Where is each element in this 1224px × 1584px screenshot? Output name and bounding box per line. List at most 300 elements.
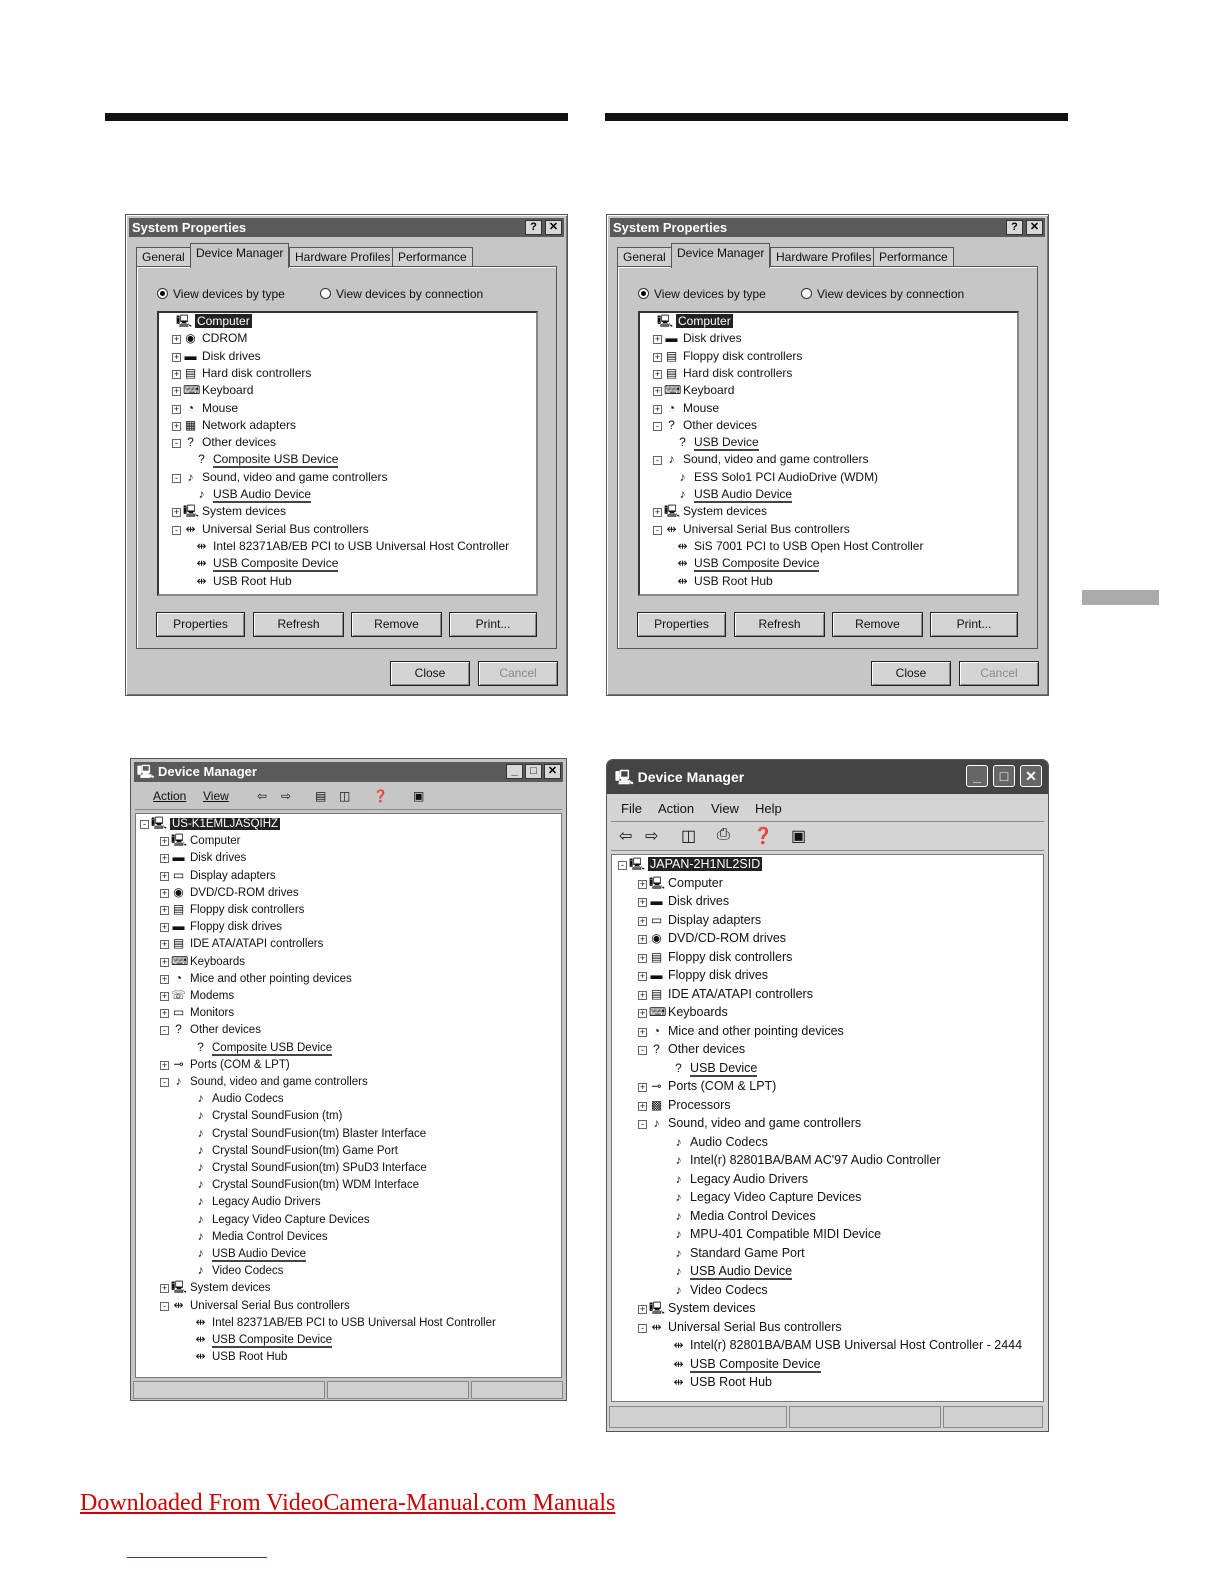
sound-icon: ♪ <box>675 1227 682 1241</box>
print-button[interactable]: Print... <box>930 612 1018 637</box>
tree-row-label: Audio Codecs <box>212 1093 284 1106</box>
details-icon[interactable]: ◫ <box>681 828 697 845</box>
back-icon[interactable]: ⇦ <box>257 789 268 803</box>
tree-row[interactable] <box>176 313 252 330</box>
menu-file[interactable]: File <box>621 801 642 816</box>
tree-row-label: Intel 82371AB/EB PCI to USB Universal Host Controller <box>213 538 510 553</box>
tab-device-manager[interactable]: Device Manager <box>190 243 289 268</box>
expand-icon[interactable]: + <box>161 853 168 864</box>
disk-icon: ▬ <box>172 919 185 934</box>
disk-icon: ▬ <box>650 894 663 908</box>
tree-row-label: System devices <box>683 504 768 519</box>
tree-row-label: Disk drives <box>190 852 247 865</box>
tab-general[interactable]: General <box>136 247 191 267</box>
expand-icon[interactable]: + <box>173 334 180 345</box>
menu-action[interactable]: Action <box>658 801 695 816</box>
tree-row-label: Keyboard <box>683 383 735 398</box>
sound-icon: ♪ <box>187 469 194 484</box>
refresh-button[interactable]: Refresh <box>734 612 825 637</box>
radio-view-by-connection[interactable] <box>801 287 964 301</box>
radio-label: View devices by type <box>173 287 285 301</box>
usb-icon: ⇹ <box>195 1332 206 1346</box>
tree-row-label: Ports (COM & LPT) <box>668 1079 777 1093</box>
tree-row[interactable] <box>193 1331 332 1348</box>
expand-icon[interactable]: + <box>639 897 646 907</box>
tab-hardware-profiles[interactable]: Hardware Profiles <box>770 247 877 267</box>
help-icon[interactable]: ❓ <box>753 828 773 845</box>
collapse-icon[interactable]: - <box>653 526 662 535</box>
tree-row[interactable] <box>653 521 850 538</box>
tab-general[interactable]: General <box>617 247 672 267</box>
close-button[interactable]: Close <box>390 661 470 686</box>
tree-row[interactable] <box>172 434 276 451</box>
window-title: System Properties <box>132 220 247 235</box>
tree-row[interactable] <box>160 970 352 987</box>
collapse-icon[interactable]: - <box>172 439 181 448</box>
collapse-icon[interactable]: - <box>160 1302 169 1311</box>
tree-row-label: Floppy disk controllers <box>683 348 803 363</box>
tree-row[interactable] <box>194 538 509 555</box>
tree-row[interactable] <box>160 987 234 1004</box>
expand-icon[interactable]: + <box>161 905 168 915</box>
computer-icon: 🖳 <box>176 314 193 328</box>
tree-row-label: Crystal SoundFusion(tm) Blaster Interface <box>212 1127 427 1140</box>
tree-row[interactable] <box>638 893 729 910</box>
close-icon[interactable]: ✕ <box>1020 765 1042 787</box>
expand-icon[interactable]: + <box>161 836 168 847</box>
tree-row[interactable] <box>638 1300 756 1317</box>
sound-icon: ♪ <box>675 1208 682 1223</box>
tree-row[interactable] <box>638 1078 776 1095</box>
tree-row[interactable] <box>160 953 245 970</box>
refresh-button[interactable]: Refresh <box>253 612 344 637</box>
collapse-icon[interactable]: - <box>618 861 627 870</box>
expand-icon[interactable]: + <box>639 989 646 1000</box>
tree-row[interactable] <box>193 1262 283 1279</box>
computer-icon: 🖳 <box>629 857 646 871</box>
tree-row-label: Composite USB Device <box>213 452 339 467</box>
tree-row-label: Floppy disk drives <box>668 968 769 982</box>
sound-icon: ♪ <box>197 1211 204 1226</box>
title-bar <box>129 218 564 237</box>
expand-icon[interactable]: + <box>654 386 661 397</box>
tree-row[interactable] <box>172 417 296 434</box>
tree-row-label: Mouse <box>683 400 720 415</box>
collapse-icon[interactable]: - <box>160 1026 169 1035</box>
tree-row-label: Processors <box>668 1097 731 1112</box>
expand-icon[interactable]: + <box>161 870 168 881</box>
tree-row-label: Hard disk controllers <box>202 365 312 380</box>
expand-icon[interactable]: + <box>654 351 661 362</box>
tree-row[interactable] <box>638 930 786 947</box>
device-tree <box>135 813 562 1378</box>
computer-icon: 🖳 <box>649 1301 666 1315</box>
tree-row[interactable] <box>160 1279 271 1296</box>
tree-row[interactable] <box>193 1159 427 1176</box>
cdrom-icon: ◉ <box>185 331 196 346</box>
tree-row-label: USB Audio Device <box>694 487 793 501</box>
tree-row-label: Other devices <box>668 1042 746 1056</box>
tree-row[interactable] <box>675 573 773 590</box>
question-icon: ? <box>653 1042 660 1056</box>
tree-row[interactable] <box>671 1134 768 1151</box>
forward-icon[interactable]: ⇨ <box>281 789 292 803</box>
expand-icon[interactable]: + <box>161 1059 168 1070</box>
expand-icon[interactable]: + <box>161 973 168 984</box>
side-index-tab <box>1082 590 1159 605</box>
question-icon: ? <box>175 1022 182 1037</box>
close-icon[interactable]: ✕ <box>1026 220 1043 235</box>
tree-row-label: Sound, video and game controllers <box>683 452 869 467</box>
tree-row-label: Media Control Devices <box>212 1230 328 1243</box>
remove-button[interactable]: Remove <box>351 612 442 637</box>
tree-row[interactable] <box>638 1041 745 1058</box>
computer-icon: 🖳 <box>657 314 674 328</box>
expand-icon[interactable]: + <box>639 915 646 926</box>
properties-button[interactable]: Properties <box>156 612 245 637</box>
sound-icon: ♪ <box>197 1194 204 1209</box>
properties-button[interactable]: Properties <box>637 612 726 637</box>
expand-icon[interactable]: + <box>654 334 661 345</box>
expand-icon[interactable]: + <box>639 934 646 944</box>
expand-icon[interactable]: + <box>639 952 646 963</box>
folder-icon[interactable]: ▤ <box>315 789 327 803</box>
help-icon[interactable]: ? <box>525 220 542 235</box>
tree-row-label: JAPAN-2H1NL2SID <box>650 857 761 871</box>
tree-row[interactable] <box>675 538 923 555</box>
tab-performance[interactable]: Performance <box>873 247 954 267</box>
question-icon: ? <box>198 452 205 467</box>
tree-row[interactable] <box>671 1356 821 1373</box>
radio-view-by-type[interactable] <box>157 287 285 301</box>
tree-row-label: Universal Serial Bus controllers <box>202 521 369 536</box>
details-icon[interactable]: ◫ <box>339 789 351 803</box>
radio-view-by-connection[interactable] <box>320 287 483 301</box>
expand-icon[interactable]: + <box>654 368 661 379</box>
sound-icon: ♪ <box>197 1091 204 1106</box>
status-bar-pane-3 <box>471 1381 563 1399</box>
tree-row[interactable] <box>653 400 719 417</box>
tree-row-label: USB Audio Device <box>212 1248 306 1260</box>
tree-row[interactable] <box>172 348 261 365</box>
keyboard-icon: ⌨ <box>649 1005 667 1019</box>
expand-icon[interactable]: + <box>654 507 661 518</box>
tree-row[interactable] <box>675 486 792 503</box>
window-title: System Properties <box>613 220 728 235</box>
controller-icon: ▤ <box>650 949 663 964</box>
status-bar-pane-1 <box>133 1381 325 1399</box>
computer-icon: 🖳 <box>664 504 681 519</box>
back-icon[interactable]: ⇦ <box>619 828 633 845</box>
tree-row[interactable] <box>657 313 733 330</box>
tree-row[interactable] <box>193 1090 284 1107</box>
minimize-icon[interactable]: _ <box>506 764 523 779</box>
tree-row[interactable] <box>675 434 759 451</box>
expand-icon[interactable]: + <box>173 507 180 518</box>
tree-row[interactable] <box>671 1171 808 1188</box>
tree-row-label: Sound, video and game controllers <box>668 1116 862 1130</box>
sound-icon: ♪ <box>175 1074 182 1088</box>
expand-icon[interactable]: + <box>173 386 180 397</box>
tree-row-label: Audio Codecs <box>690 1134 768 1149</box>
scan-icon[interactable]: ▣ <box>791 828 807 845</box>
collapse-icon[interactable]: - <box>638 1324 647 1333</box>
display-icon: ▭ <box>172 867 185 882</box>
expand-icon[interactable]: + <box>639 971 646 981</box>
close-button[interactable]: Close <box>871 661 951 686</box>
tree-row[interactable] <box>160 1056 290 1073</box>
tree-row[interactable] <box>618 856 762 873</box>
tree-row-label: Legacy Video Capture Devices <box>690 1190 862 1204</box>
expand-icon[interactable]: + <box>639 1082 646 1092</box>
tree-row[interactable] <box>671 1208 816 1225</box>
tree-row[interactable] <box>638 1004 728 1021</box>
disk-icon: ▬ <box>184 348 197 363</box>
tab-performance[interactable]: Performance <box>392 247 473 267</box>
tree-row[interactable] <box>160 849 246 866</box>
tree-row[interactable] <box>193 1211 370 1228</box>
usb-icon: ⇹ <box>677 573 688 588</box>
sound-icon: ♪ <box>653 1116 660 1130</box>
tree-row[interactable] <box>671 1152 940 1169</box>
tree-row-label: Display adapters <box>668 912 762 927</box>
tree-row-label: Computer <box>668 875 723 890</box>
tree-row[interactable] <box>160 832 241 849</box>
expand-icon[interactable]: + <box>654 403 661 414</box>
tree-row[interactable] <box>671 1263 792 1280</box>
close-icon[interactable]: ✕ <box>544 764 561 779</box>
remove-button[interactable]: Remove <box>832 612 923 637</box>
minimize-icon[interactable]: _ <box>966 765 988 787</box>
collapse-icon[interactable]: - <box>653 456 662 465</box>
help-icon[interactable]: ❓ <box>373 789 388 803</box>
tree-row[interactable] <box>671 1245 805 1262</box>
tree-row[interactable] <box>193 1039 332 1056</box>
expand-icon[interactable]: + <box>639 1008 646 1018</box>
computer-icon: 🖳 <box>183 504 200 519</box>
tree-row[interactable] <box>172 503 286 520</box>
collapse-icon[interactable]: - <box>653 422 662 431</box>
tree-row[interactable] <box>653 503 767 520</box>
expand-icon[interactable]: + <box>161 939 168 950</box>
tree-row[interactable] <box>140 815 280 832</box>
tree-row-label: Intel 82371AB/EB PCI to USB Universal Host Controller <box>212 1316 496 1329</box>
tree-row[interactable] <box>172 400 238 417</box>
radio-dot-icon <box>157 288 168 299</box>
tree-row-label: DVD/CD-ROM drives <box>668 931 787 945</box>
tree-row[interactable] <box>193 1228 328 1245</box>
tree-row[interactable] <box>194 486 311 503</box>
expand-icon[interactable]: + <box>161 887 168 898</box>
tree-row-label: USB Root Hub <box>212 1351 288 1364</box>
cancel-button[interactable]: Cancel <box>478 661 558 686</box>
tree-row[interactable] <box>160 901 304 918</box>
tree-row[interactable] <box>653 348 802 365</box>
tree-row[interactable] <box>160 884 299 901</box>
tree-row[interactable] <box>194 573 292 590</box>
tree-row[interactable] <box>638 1115 861 1132</box>
expand-icon[interactable]: + <box>639 1026 646 1037</box>
usb-icon: ⇹ <box>677 556 688 571</box>
collapse-icon[interactable]: - <box>172 526 181 535</box>
tab-device-manager[interactable]: Device Manager <box>671 243 770 268</box>
mouse-icon: ◔ <box>174 970 183 985</box>
tree-row-label: System devices <box>202 504 287 519</box>
tree-row[interactable] <box>194 555 338 572</box>
tree-row-label: System devices <box>668 1301 756 1315</box>
expand-icon[interactable]: + <box>639 1100 646 1111</box>
print-button[interactable]: Print... <box>449 612 537 637</box>
tree-row[interactable] <box>675 469 878 486</box>
tree-row[interactable] <box>160 1004 234 1021</box>
expand-icon[interactable]: + <box>173 403 180 414</box>
tree-row[interactable] <box>638 986 813 1003</box>
forward-icon[interactable]: ⇨ <box>645 828 659 845</box>
expand-icon[interactable]: + <box>161 1283 168 1294</box>
tree-row[interactable] <box>193 1107 342 1124</box>
tree-row[interactable] <box>172 382 253 399</box>
tree-row[interactable] <box>638 949 792 966</box>
usb-icon: ⇹ <box>195 1314 206 1329</box>
tree-row-label: Other devices <box>190 1024 261 1037</box>
tree-row[interactable] <box>172 469 387 486</box>
tree-row[interactable] <box>172 330 247 347</box>
tree-row[interactable] <box>671 1189 861 1206</box>
tree-row[interactable] <box>172 365 311 382</box>
expand-icon[interactable]: + <box>161 922 168 933</box>
menu-help[interactable]: Help <box>755 801 782 816</box>
tree-row[interactable] <box>193 1125 426 1142</box>
tree-row-label: USB Device <box>694 435 759 450</box>
tree-row[interactable] <box>653 382 734 399</box>
print-icon[interactable]: ⎙ <box>717 826 730 843</box>
tab-hardware-profiles[interactable]: Hardware Profiles <box>289 247 396 267</box>
radio-dot-icon <box>638 288 649 299</box>
tree-row[interactable] <box>193 1176 419 1193</box>
tree-row[interactable] <box>160 1073 368 1090</box>
footer-download-link[interactable]: Downloaded From VideoCamera-Manual.com Manuals <box>80 1490 616 1516</box>
tree-row-label: Crystal SoundFusion(tm) WDM Interface <box>212 1179 420 1192</box>
tree-row[interactable] <box>160 1297 350 1314</box>
header-rule-left <box>105 113 568 121</box>
radio-view-by-type[interactable] <box>638 287 766 301</box>
tree-row[interactable] <box>671 1060 757 1077</box>
expand-icon[interactable]: + <box>161 991 168 1001</box>
usb-icon: ⇹ <box>196 556 207 571</box>
close-icon[interactable]: ✕ <box>545 220 562 235</box>
tree-row[interactable] <box>638 967 768 984</box>
tree-row[interactable] <box>193 1193 321 1210</box>
tree-row[interactable] <box>638 1319 842 1336</box>
controller-icon: ▤ <box>184 365 197 380</box>
tree-row-label: Video Codecs <box>690 1282 768 1297</box>
menu-action[interactable]: Action <box>153 789 187 803</box>
tree-row[interactable] <box>193 1314 496 1331</box>
cancel-button[interactable]: Cancel <box>959 661 1039 686</box>
help-icon[interactable]: ? <box>1006 220 1023 235</box>
tree-row[interactable] <box>675 555 819 572</box>
controller-icon: ▤ <box>650 986 663 1001</box>
tree-row[interactable] <box>653 451 868 468</box>
device-manager-panel <box>617 266 1038 649</box>
tree-row[interactable] <box>638 1023 844 1040</box>
expand-icon[interactable]: + <box>639 878 646 889</box>
port-icon: ⊸ <box>173 1056 184 1071</box>
maximize-icon[interactable]: □ <box>525 764 542 779</box>
expand-icon[interactable]: + <box>161 1008 168 1019</box>
expand-icon[interactable]: + <box>173 420 180 431</box>
tree-row[interactable] <box>160 935 323 952</box>
mouse-icon: ◔ <box>186 400 195 415</box>
tree-row[interactable] <box>172 521 369 538</box>
system-properties-window-left <box>125 214 568 696</box>
expand-icon[interactable]: + <box>639 1304 646 1314</box>
status-bar-pane-2 <box>789 1406 941 1428</box>
disk-icon: ▬ <box>650 968 663 982</box>
scan-icon[interactable]: ▣ <box>413 789 425 803</box>
collapse-icon[interactable]: - <box>140 820 149 829</box>
collapse-icon[interactable]: - <box>160 1078 169 1087</box>
tree-row[interactable] <box>671 1374 772 1391</box>
tree-row-label: USB Composite Device <box>212 1334 333 1346</box>
tree-row[interactable] <box>160 867 276 884</box>
menu-view[interactable]: View <box>711 801 739 816</box>
tree-row[interactable] <box>638 912 761 929</box>
sound-icon: ♪ <box>675 1134 682 1149</box>
tree-row[interactable] <box>193 1142 398 1159</box>
cdrom-icon: ◉ <box>651 931 662 945</box>
tree-row-label: Legacy Audio Drivers <box>690 1171 809 1186</box>
expand-icon[interactable]: + <box>173 351 180 362</box>
tree-row[interactable] <box>194 451 338 468</box>
maximize-icon[interactable]: □ <box>993 765 1015 787</box>
keyboard-icon: ⌨ <box>183 383 201 398</box>
collapse-icon[interactable]: - <box>638 1046 647 1055</box>
sound-icon: ♪ <box>197 1125 204 1140</box>
expand-icon[interactable]: + <box>173 368 180 379</box>
collapse-icon[interactable]: - <box>638 1120 647 1129</box>
tree-row[interactable] <box>193 1348 287 1365</box>
tree-row-label: Display adapters <box>190 869 276 882</box>
tree-row[interactable] <box>160 1021 261 1038</box>
tree-row-label: USB Composite Device <box>690 1356 821 1371</box>
tree-row[interactable] <box>638 1097 731 1114</box>
menu-bar <box>611 796 1044 822</box>
tree-row-label: Computer <box>678 314 731 328</box>
tree-row-label: Other devices <box>202 435 277 450</box>
tree-row[interactable] <box>671 1226 881 1243</box>
window-title: Device Manager <box>637 769 745 785</box>
collapse-icon[interactable]: - <box>172 474 181 483</box>
cdrom-icon: ◉ <box>173 884 184 899</box>
tree-row[interactable] <box>671 1282 768 1299</box>
tree-row[interactable] <box>193 1245 306 1262</box>
tree-row[interactable] <box>653 417 757 434</box>
status-bar-pane-1 <box>609 1406 787 1428</box>
tree-row[interactable] <box>160 918 282 935</box>
tree-row[interactable] <box>653 330 742 347</box>
tree-row-label: Intel(r) 82801BA/BAM AC'97 Audio Controller <box>690 1153 941 1167</box>
expand-icon[interactable]: + <box>161 956 168 967</box>
tree-row[interactable] <box>653 365 792 382</box>
network-icon: ▦ <box>184 417 197 432</box>
tree-row[interactable] <box>671 1337 1022 1354</box>
menu-view[interactable]: View <box>203 789 229 803</box>
sound-icon: ♪ <box>675 1245 682 1260</box>
tree-row[interactable] <box>638 875 723 892</box>
device-tree <box>611 854 1044 1402</box>
modem-icon: ☏ <box>171 988 187 1002</box>
